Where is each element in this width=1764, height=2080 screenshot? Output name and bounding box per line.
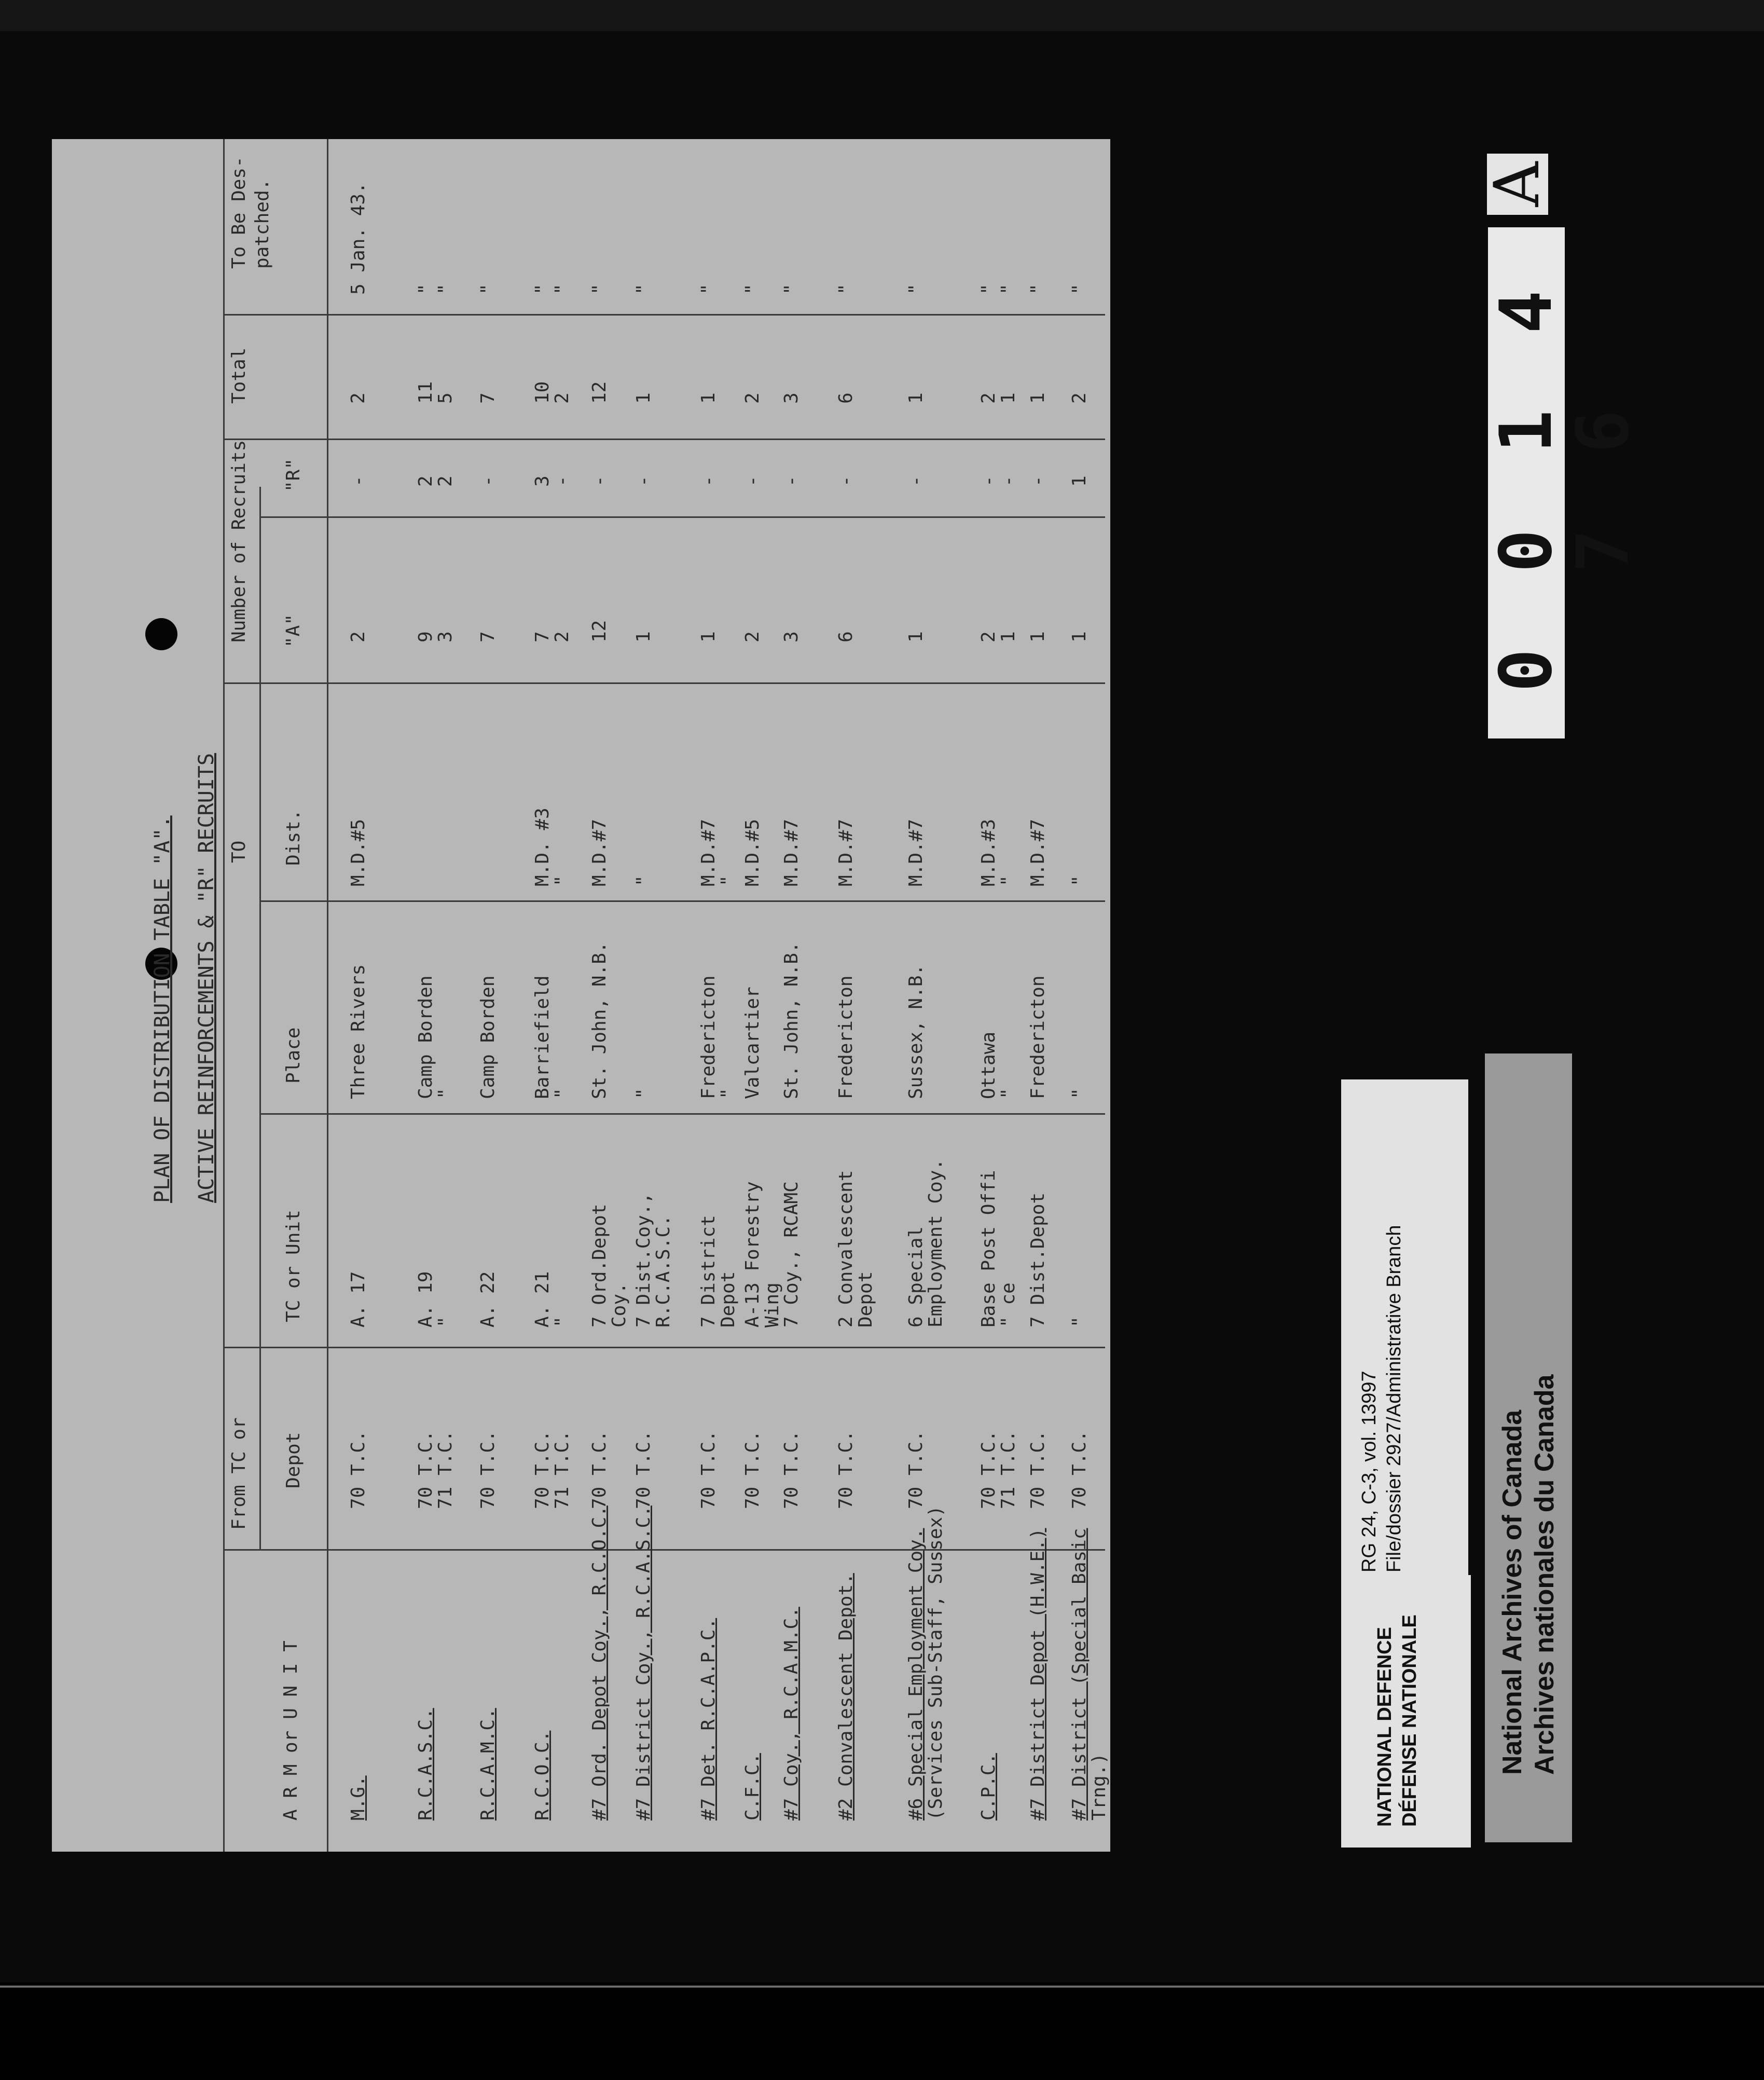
cell-place: Barriefield [532, 975, 553, 1099]
table-rule [259, 1113, 1105, 1115]
header-tc-or-unit: TC or Unit [283, 1210, 304, 1322]
cell-depot: 70 T.C. [835, 1430, 857, 1509]
table-rule [259, 487, 261, 1551]
cell-a: 12 [589, 620, 610, 642]
cell-r: - [589, 475, 610, 487]
cell-depot: 70 T.C. [742, 1430, 763, 1509]
cell-depot: 70 T.C. [532, 1430, 553, 1509]
cell-arm: Trng.) [1088, 1753, 1110, 1821]
cell-depot: 70 T.C. [905, 1430, 927, 1509]
cell-dist: M.D. #3 [532, 808, 553, 886]
cell-unit: Base Post Offi [978, 1170, 999, 1328]
cell-total: 2 [552, 392, 573, 404]
cell-unit: Depot [855, 1271, 876, 1328]
cell-unit: 2 Convalescent [835, 1170, 857, 1328]
cell-dist: " [633, 875, 654, 886]
film-frame-bottom [0, 1982, 1764, 2080]
cell-a: 7 [532, 631, 553, 642]
cell-place: " [552, 1088, 573, 1099]
cell-r: - [742, 475, 763, 487]
cell-date: " [905, 283, 927, 295]
cell-place: Ottawa [978, 1031, 999, 1099]
header-to: TO [228, 840, 250, 863]
cell-date: " [835, 283, 857, 295]
cell-unit: A. 22 [477, 1271, 499, 1328]
cell-total: 1 [905, 392, 927, 404]
cell-total: 10 [532, 381, 553, 404]
header-despatched-1: To Be Des- [228, 156, 250, 269]
cell-dist: M.D.#5 [742, 818, 763, 886]
cell-depot: 70 T.C. [781, 1430, 802, 1509]
table-rule [223, 314, 1105, 316]
header-depot: Depot [283, 1432, 304, 1488]
cell-dist: M.D.#7 [905, 818, 927, 886]
table-rule [223, 439, 1105, 440]
cell-total: 6 [835, 392, 857, 404]
table-rule [223, 139, 225, 1852]
cell-unit: A. 19 [415, 1271, 436, 1328]
reference-line-1: RG 24, C-3, vol. 13997 [1358, 1371, 1380, 1572]
cell-r: - [477, 475, 499, 487]
cell-a: 1 [1069, 631, 1090, 642]
cell-unit: " [435, 1316, 456, 1328]
cell-a: 1 [1027, 631, 1049, 642]
cell-dist: M.D.#7 [835, 818, 857, 886]
cell-dist: M.D.#7 [781, 818, 802, 886]
cell-date: " [552, 283, 573, 295]
cell-a: 1 [633, 631, 654, 642]
cell-date: " [998, 283, 1019, 295]
table-rule [259, 516, 1105, 518]
header-number-of-recruits: Number of Recruits [228, 440, 250, 642]
cell-a: 2 [978, 631, 999, 642]
table-rule [223, 1549, 1105, 1551]
cell-unit: " [1069, 1316, 1090, 1328]
document-subtitle: ACTIVE REINFORCEMENTS & "R" RECRUITS [195, 753, 218, 1203]
reel-badge: A [1487, 154, 1548, 215]
cell-dist: " [998, 875, 1019, 886]
cell-depot: 70 T.C. [1069, 1430, 1090, 1509]
cell-unit: 7 Coy., RCAMC [781, 1181, 802, 1328]
cell-depot: 70 T.C. [978, 1430, 999, 1509]
defence-fr: DÉFENSE NATIONALE [1399, 1614, 1421, 1827]
cell-date: " [477, 283, 499, 295]
cell-place: Fredericton [835, 975, 857, 1099]
cell-depot: 70 T.C. [589, 1430, 610, 1509]
cell-r: 1 [1069, 475, 1090, 487]
document-sheet [52, 139, 1110, 1852]
table-rule [327, 139, 328, 1852]
cell-a: 1 [698, 631, 719, 642]
cell-total: 11 [415, 381, 436, 404]
cell-arm: #7 Ord. Depot Coy., R.C.O.C. [589, 1506, 610, 1821]
header-total: Total [228, 347, 250, 404]
cell-dist: M.D.#7 [1027, 818, 1049, 886]
reel-number-strip [1484, 227, 1645, 738]
table-rule [223, 682, 1105, 684]
cell-depot: 71 T.C. [552, 1430, 573, 1509]
cell-depot: 70 T.C. [1027, 1430, 1049, 1509]
cell-a: 7 [477, 631, 499, 642]
defence-en: NATIONAL DEFENCE [1374, 1627, 1396, 1827]
header-arm-or-unit: A R M or U N I T [280, 1640, 301, 1821]
cell-date: " [1069, 283, 1090, 295]
cell-depot: 71 T.C. [998, 1430, 1019, 1509]
cell-date: " [742, 283, 763, 295]
cell-place: " [633, 1088, 654, 1099]
cell-dist: " [552, 875, 573, 886]
cell-date: " [633, 283, 654, 295]
cell-r: - [633, 475, 654, 487]
cell-dist: " [1069, 875, 1090, 886]
header-r: "R" [283, 458, 304, 492]
header-from-tc: From TC or [228, 1417, 250, 1530]
cell-r: - [905, 475, 927, 487]
cell-unit: A-13 Forestry [742, 1181, 763, 1328]
cell-total: 1 [633, 392, 654, 404]
cell-unit: Coy. [609, 1282, 630, 1328]
cell-dist: M.D.#7 [698, 818, 719, 886]
cell-unit: 7 Dist.Coy., [633, 1192, 654, 1328]
cell-arm: R.C.A.S.C. [415, 1708, 436, 1821]
cell-depot: 70 T.C. [633, 1430, 654, 1509]
cell-place: Camp Borden [415, 975, 436, 1099]
cell-total: 3 [781, 392, 802, 404]
cell-date: " [532, 283, 553, 295]
cell-dist: " [718, 875, 739, 886]
cell-a: 3 [435, 631, 456, 642]
cell-r: - [348, 475, 369, 487]
cell-date: " [589, 283, 610, 295]
cell-place: Three Rivers [348, 964, 369, 1099]
punch-hole [145, 618, 177, 650]
cell-a: 2 [552, 631, 573, 642]
cell-r: - [552, 475, 573, 487]
cell-arm: #7 Coy., R.C.A.M.C. [781, 1607, 802, 1821]
defence-label [1341, 1575, 1471, 1848]
cell-arm: M.G. [348, 1775, 369, 1821]
cell-place: " [435, 1088, 456, 1099]
cell-arm: #7 District Coy., R.C.A.S.C. [633, 1506, 654, 1821]
cell-unit: Wing [762, 1282, 783, 1328]
header-despatched-2: patched. [252, 179, 273, 269]
header-place: Place [283, 1027, 304, 1084]
cell-total: 1 [998, 392, 1019, 404]
cell-r: - [781, 475, 802, 487]
header-a: "A" [283, 613, 304, 648]
reel-number: 0 0 1 4 7 6 [1484, 273, 1645, 692]
cell-total: 1 [698, 392, 719, 404]
cell-r: - [698, 475, 719, 487]
cell-arm: C.P.C. [978, 1753, 999, 1821]
cell-unit: 7 Ord.Depot [589, 1203, 610, 1328]
cell-unit: 7 Dist.Depot [1027, 1192, 1049, 1328]
cell-arm: C.F.C. [742, 1753, 763, 1821]
cell-unit: 7 District [698, 1215, 719, 1328]
cell-total: 1 [1027, 392, 1049, 404]
cell-place: Valcartier [742, 987, 763, 1099]
cell-unit: " [552, 1316, 573, 1328]
cell-total: 2 [348, 392, 369, 404]
cell-total: 2 [978, 392, 999, 404]
cell-a: 1 [905, 631, 927, 642]
cell-place: Fredericton [1027, 975, 1049, 1099]
cell-date: " [698, 283, 719, 295]
cell-a: 3 [781, 631, 802, 642]
cell-a: 2 [348, 631, 369, 642]
table-rule [223, 1347, 1105, 1348]
cell-a: 1 [998, 631, 1019, 642]
cell-arm: #7 District (Special Basic [1069, 1528, 1090, 1821]
cell-a: 6 [835, 631, 857, 642]
cell-place: " [1069, 1088, 1090, 1099]
cell-total: 2 [742, 392, 763, 404]
cell-place: St. John, N.B. [781, 941, 802, 1099]
cell-r: - [978, 475, 999, 487]
cell-r: 2 [415, 475, 436, 487]
cell-dist: M.D.#7 [589, 818, 610, 886]
cell-a: 9 [415, 631, 436, 642]
archives-en: National Archives of Canada [1497, 1410, 1527, 1775]
cell-place: Fredericton [698, 975, 719, 1099]
cell-dist: M.D.#5 [348, 818, 369, 886]
cell-unit: " ce [998, 1282, 1019, 1328]
cell-depot: 70 T.C. [477, 1430, 499, 1509]
cell-unit: R.C.A.S.C. [653, 1215, 674, 1328]
cell-place: " [998, 1088, 1019, 1099]
cell-total: 12 [589, 381, 610, 404]
cell-dist: M.D.#3 [978, 818, 999, 886]
archives-strip [1485, 1053, 1572, 1842]
cell-r: 3 [532, 475, 553, 487]
cell-depot: 70 T.C. [348, 1430, 369, 1509]
archives-fr: Archives nationales du Canada [1529, 1374, 1560, 1775]
cell-r: - [835, 475, 857, 487]
cell-date: " [415, 283, 436, 295]
cell-place: Sussex, N.B. [905, 964, 927, 1099]
cell-r: - [998, 475, 1019, 487]
cell-arm: #7 District Depot (H.W.E.) [1027, 1528, 1049, 1821]
table-rule [259, 900, 1105, 902]
film-frame-line [0, 1986, 1764, 1988]
cell-date: " [435, 283, 456, 295]
cell-date: " [978, 283, 999, 295]
cell-unit: 6 Special [905, 1226, 927, 1328]
cell-unit: A. 21 [532, 1271, 553, 1328]
cell-total: 7 [477, 392, 499, 404]
reference-line-2: File/dossier 2927/Administrative Branch [1383, 1225, 1405, 1572]
cell-date: " [1027, 283, 1049, 295]
reference-label [1341, 1079, 1468, 1593]
header-dist: Dist. [283, 809, 304, 866]
cell-unit: Employment Coy. [925, 1158, 946, 1328]
cell-unit: Depot [718, 1271, 739, 1328]
cell-place: St. John, N.B. [589, 941, 610, 1099]
cell-depot: 71 T.C. [435, 1430, 456, 1509]
cell-date: 5 Jan. 43. [348, 182, 369, 295]
cell-r: 2 [435, 475, 456, 487]
cell-place: " [718, 1088, 739, 1099]
film-frame-top [0, 0, 1764, 31]
cell-arm: #2 Convalescent Depot. [835, 1573, 857, 1821]
cell-arm: #7 Det. R.C.A.P.C. [698, 1618, 719, 1821]
cell-place: Camp Borden [477, 975, 499, 1099]
distribution-table-page [52, 139, 1110, 1852]
cell-total: 5 [435, 392, 456, 404]
cell-total: 2 [1069, 392, 1090, 404]
document-title: PLAN OF DISTRIBUTION TABLE "A". [150, 815, 174, 1203]
cell-a: 2 [742, 631, 763, 642]
cell-arm: (Services Sub-Staff, Sussex) [925, 1506, 946, 1821]
cell-arm: #6 Special Employment Coy. [905, 1528, 927, 1821]
cell-r: - [1027, 475, 1049, 487]
cell-arm: R.C.A.M.C. [477, 1708, 499, 1821]
cell-arm: R.C.O.C. [532, 1730, 553, 1821]
cell-unit: A. 17 [348, 1271, 369, 1328]
cell-date: " [781, 283, 802, 295]
cell-depot: 70 T.C. [415, 1430, 436, 1509]
cell-depot: 70 T.C. [698, 1430, 719, 1509]
